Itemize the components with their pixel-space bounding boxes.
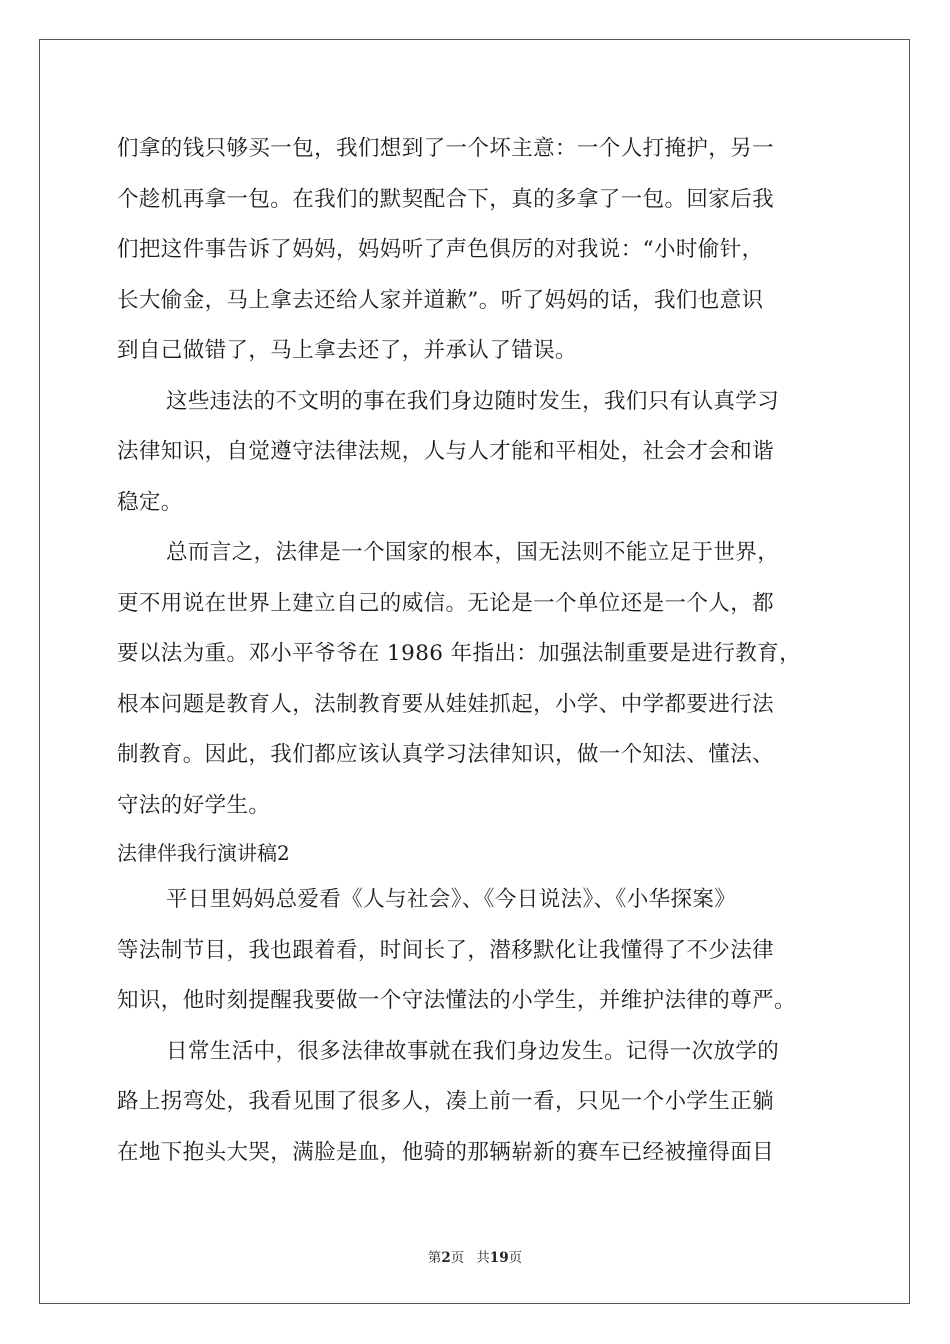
current-page-number: 2: [441, 1250, 451, 1266]
paragraph-start-line: 这些违法的不文明的事在我们身边随时发生，我们只有认真学习: [166, 388, 780, 414]
paragraph-start-line: 平日里妈妈总爱看《人与社会》、《今日说法》、《小华探案》: [166, 887, 737, 912]
total-page-count: 19: [489, 1250, 509, 1266]
text-line: 们把这件事告诉了妈妈，妈妈听了声色俱厉的对我说：“小时偷针，: [117, 237, 764, 262]
text-line: 更不用说在世界上建立自己的威信。无论是一个单位还是一个人，都: [117, 590, 775, 616]
document-body: [117, 124, 837, 1178]
text-line: 到自己做错了，马上拿去还了，并承认了错误。: [117, 338, 577, 363]
text-line: 长大偷金，马上拿去还给人家并道歉”。听了妈妈的话，我们也意识: [117, 287, 764, 313]
page-footer: [0, 1246, 950, 1266]
text-line: 个趁机再拿一包。在我们的默契配合下，真的多拿了一包。回家后我: [117, 186, 775, 212]
text-line: 根本问题是教育人，法制教育要从娃娃抓起，小学、中学都要进行法: [117, 691, 775, 717]
text-line: 守法的好学生。: [117, 792, 271, 818]
paragraph-start-line: 日常生活中，很多法律故事就在我们身边发生。记得一次放学的: [166, 1038, 780, 1064]
text-line: 在地下抱头大哭，满脸是血，他骑的那辆崭新的赛车已经被撞得面目: [117, 1139, 775, 1165]
text-line: 制教育。因此，我们都应该认真学习法律知识，做一个知法、懂法、: [117, 742, 775, 767]
text-line: 法律知识，自觉遵守法律法规，人与人才能和平相处，社会才会和谐: [117, 439, 775, 464]
text-line: 路上拐弯处，我看见围了很多人，凑上前一看，只见一个小学生正躺: [117, 1089, 775, 1114]
text-line: 稳定。: [117, 489, 183, 515]
total-pages-label: 共19页: [476, 1250, 523, 1266]
text-line: 们拿的钱只够买一包，我们想到了一个坏主意：一个人打掩护，另一: [117, 136, 775, 161]
paragraph-start-line: 总而言之，法律是一个国家的根本，国无法则不能立足于世界，: [166, 540, 780, 565]
text-line: 知识，他时刻提醒我要做一个守法懂法的小学生，并维护法律的尊严。: [117, 988, 796, 1013]
page-number-label: 第2页: [427, 1250, 465, 1266]
section-heading: 法律伴我行演讲稿2: [117, 841, 290, 865]
text-line: 要以法为重。邓小平爷爷在 1986 年指出：加强法制重要是进行教育，: [117, 641, 801, 666]
text-line: 等法制节目，我也跟着看，时间长了，潜移默化让我懂得了不少法律: [117, 937, 775, 963]
